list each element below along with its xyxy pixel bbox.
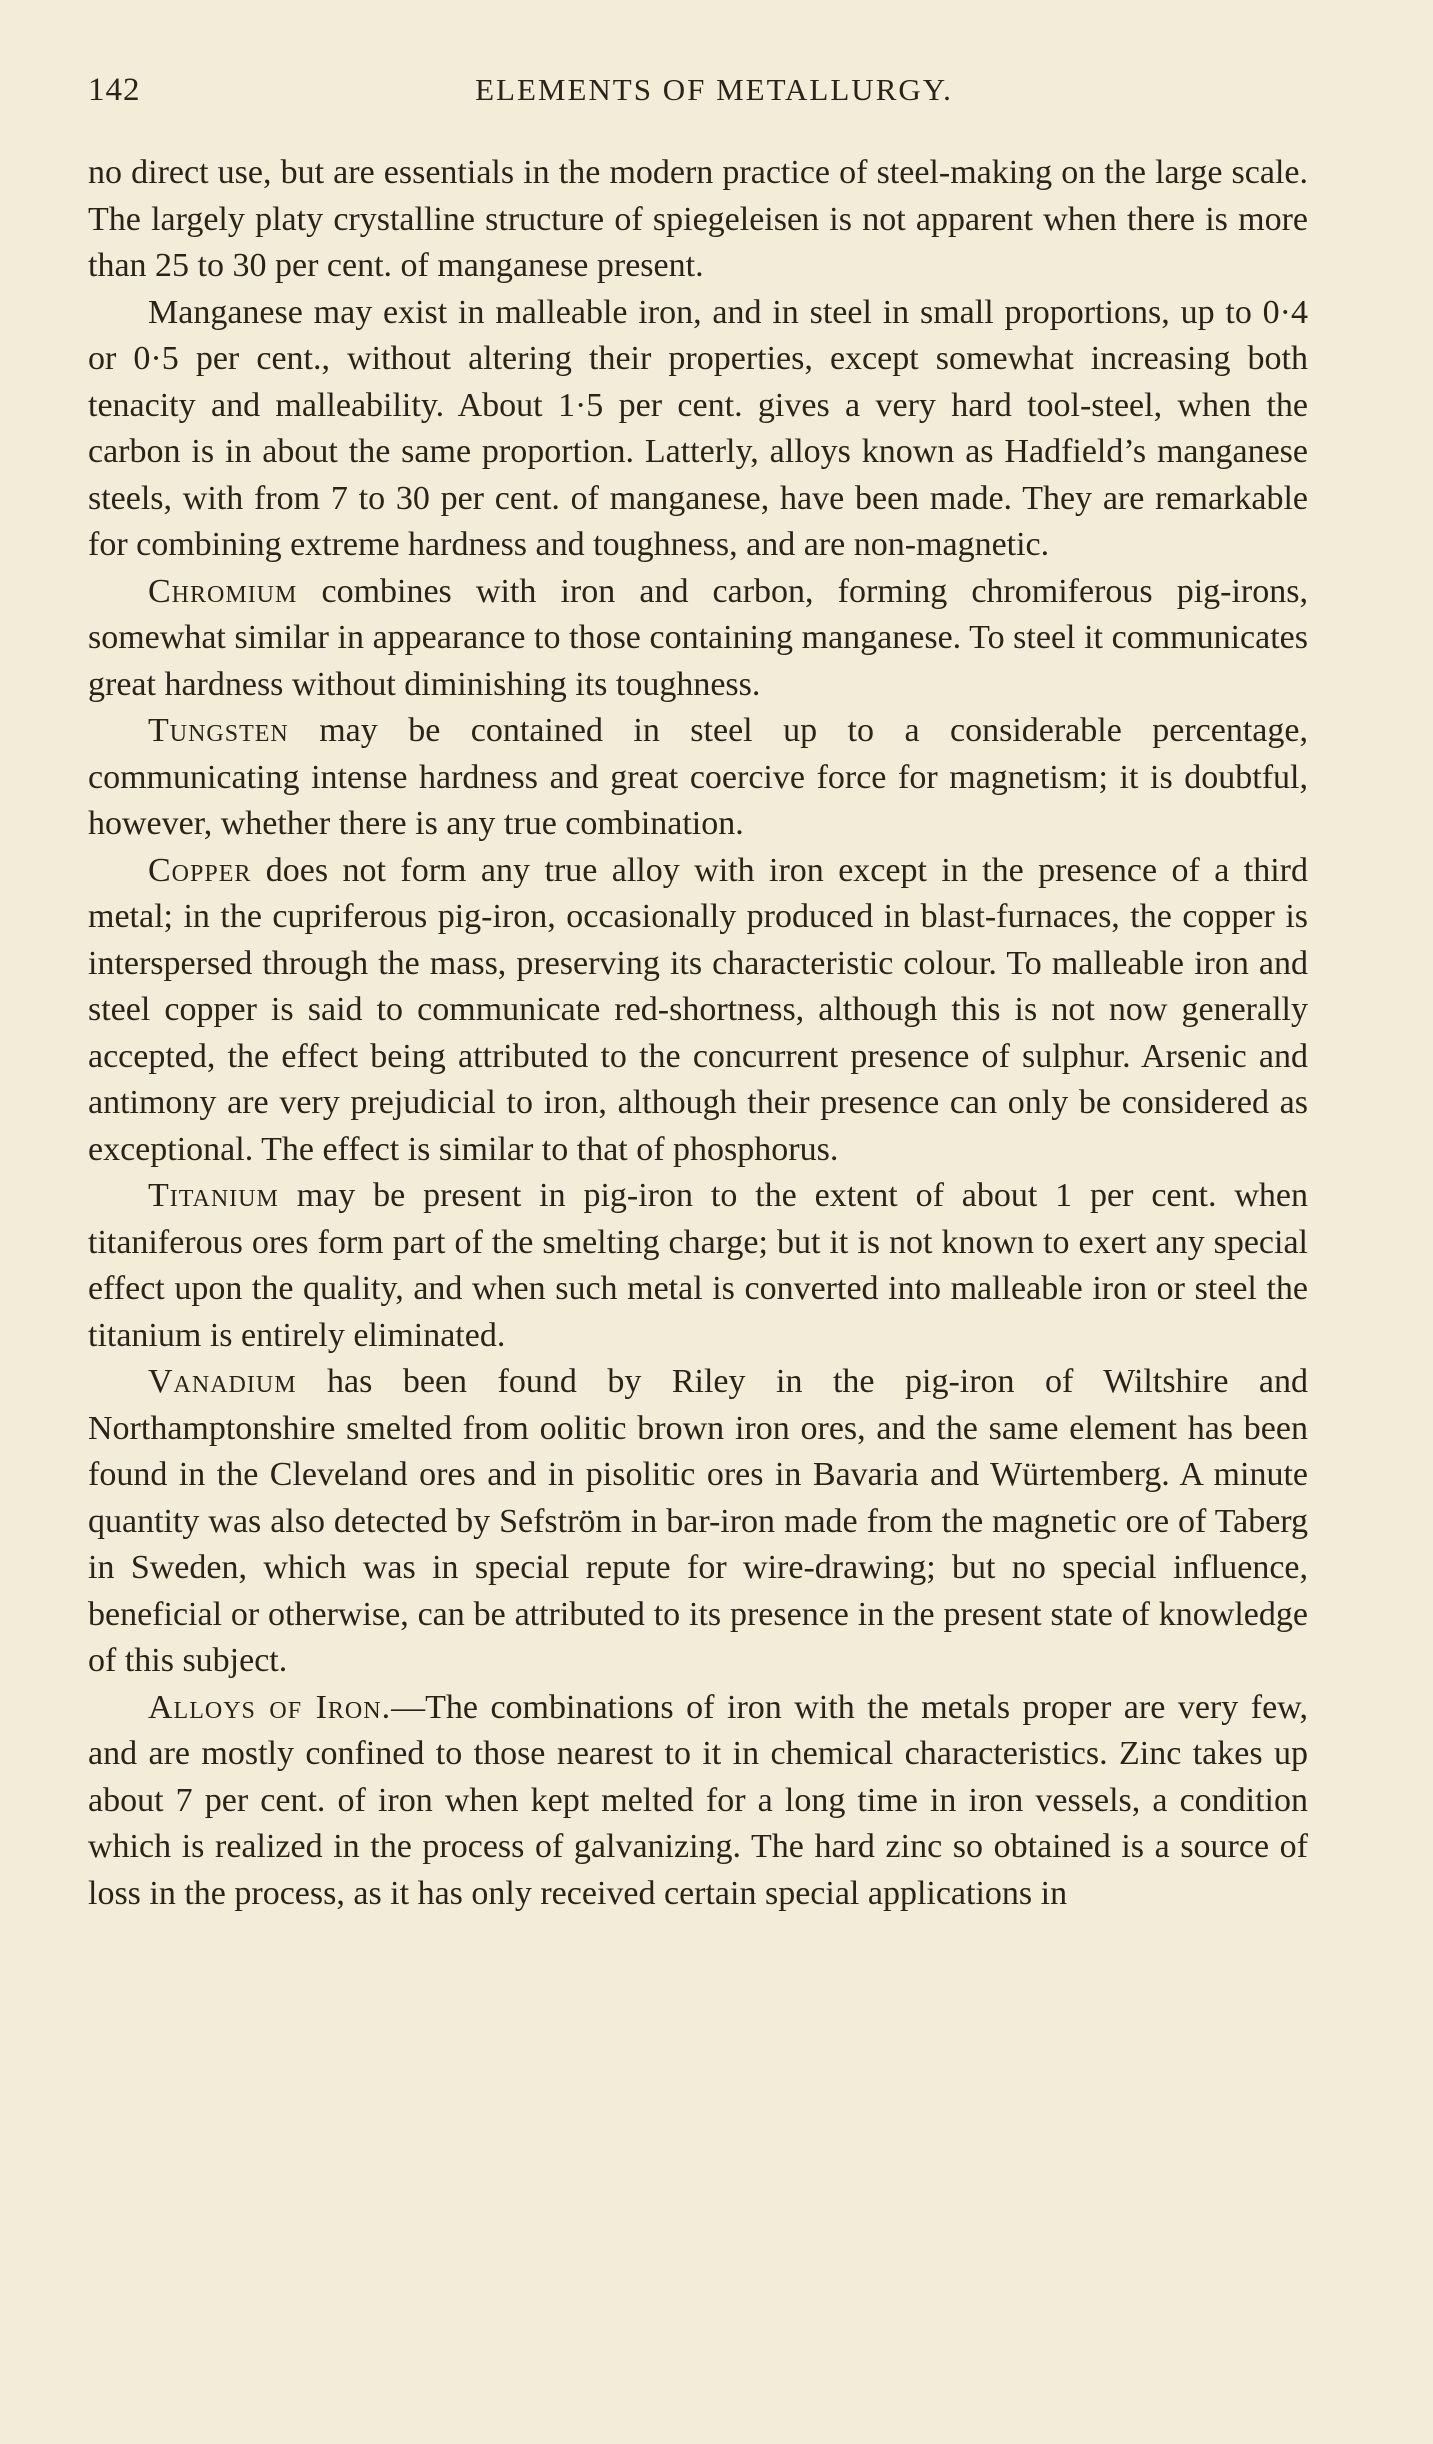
paragraph-lead: Titanium <box>148 1177 279 1214</box>
paragraph-vanadium <box>88 1359 1308 1685</box>
paragraph-text: may be contained in steel up to a considerable percentage, communicating intense hardness and great coercive force for magnetism; it is doubtful, however, whether there is any true combination. <box>88 712 1308 842</box>
paragraph-text: Manganese may exist in malleable iron, and in steel in small proportions, up to 0·4 or 0·5 per cent., without altering their properties, except somewhat increasing both tenacity and malleability. About 1·5 per cent. gives a very hard tool-steel, when the carbon is in about the same proportion. Latterly, alloys known as Hadfield’s manganese steels, with from 7 to 30 per cent. of manganese, have been made. They are remarkable for combining extreme hardness and toughness, and are non-magnetic. <box>88 293 1308 563</box>
paragraph-lead: Alloys of Iron. <box>148 1688 392 1726</box>
paragraph-lead: Copper <box>148 851 252 889</box>
paragraph-steel-making <box>88 150 1308 290</box>
body-text <box>88 150 1308 1917</box>
paragraph-text: has been found by Riley in the pig-iron of Wiltshire and Northamptonshire smelted from oolitic brown iron ores, and the same element has been found in the Cleveland ores and in pisolitic ores in Bavaria and Würtemberg. A minute quantity was also detected by Sefström in bar-iron made from the magnetic ore of Taberg in Sweden, which was in special repute for wire-drawing; but no special influence, beneficial or otherwise, can be attributed to its presence in the present state of knowledge of this subject. <box>88 1363 1308 1679</box>
paragraph-copper <box>88 848 1308 1174</box>
paragraph-text: no direct use, but are essentials in the modern practice of steel-making on the large scale. The largely platy crystalline structure of spiegeleisen is not apparent when there is more than 25 to 30 per cent. of manganese present. <box>88 154 1308 284</box>
running-title: ELEMENTS OF METALLURGY. <box>475 72 953 107</box>
paragraph-manganese <box>88 290 1308 569</box>
page-header <box>88 72 1340 122</box>
paragraph-text: combines with iron and carbon, forming chromiferous pig-irons, somewhat similar in appearance to those containing manganese. To steel it communicates great hardness without diminishing its toughness. <box>88 572 1308 703</box>
paragraph-lead: Vanadium <box>148 1363 297 1400</box>
paragraph-chromium <box>88 569 1308 709</box>
paragraph-text: may be present in pig-iron to the extent of about 1 per cent. when titaniferous ores form part of the smelting charge; but it is not known to exert any special effect upon the quality, and when such metal is converted into malleable iron or steel the titanium is entirely eliminated. <box>88 1177 1308 1354</box>
paragraph-text: —The combinations of iron with the metals proper are very few, and are mostly confined to those nearest to it in chemical characteristics. Zinc takes up about 7 per cent. of iron when kept melted for a long time in iron vessels, a condition which is realized in the process of galvanizing. The hard zinc so obtained is a source of loss in the process, as it has only received certain special applications in <box>88 1688 1309 1912</box>
paragraph-tungsten <box>88 708 1308 848</box>
paragraph-lead: Tungsten <box>148 712 289 749</box>
paragraph-lead: Chromium <box>148 572 298 610</box>
paragraph-text: does not form any true alloy with iron except in the presence of a third metal; in the cupriferous pig-iron, occasionally produced in blast-furnaces, the copper is interspersed through the mass, preserving its characteristic colour. To malleable iron and steel copper is said to communicate red-shortness, although this is not now generally accepted, the effect being attributed to the concurrent presence of sulphur. Arsenic and antimony are very prejudicial to iron, although their presence can only be considered as exceptional. The effect is similar to that of phosphorus. <box>88 851 1308 1168</box>
page-number: 142 <box>88 72 141 108</box>
paragraph-alloys-of-iron <box>88 1685 1308 1918</box>
paragraph-titanium <box>88 1173 1308 1359</box>
